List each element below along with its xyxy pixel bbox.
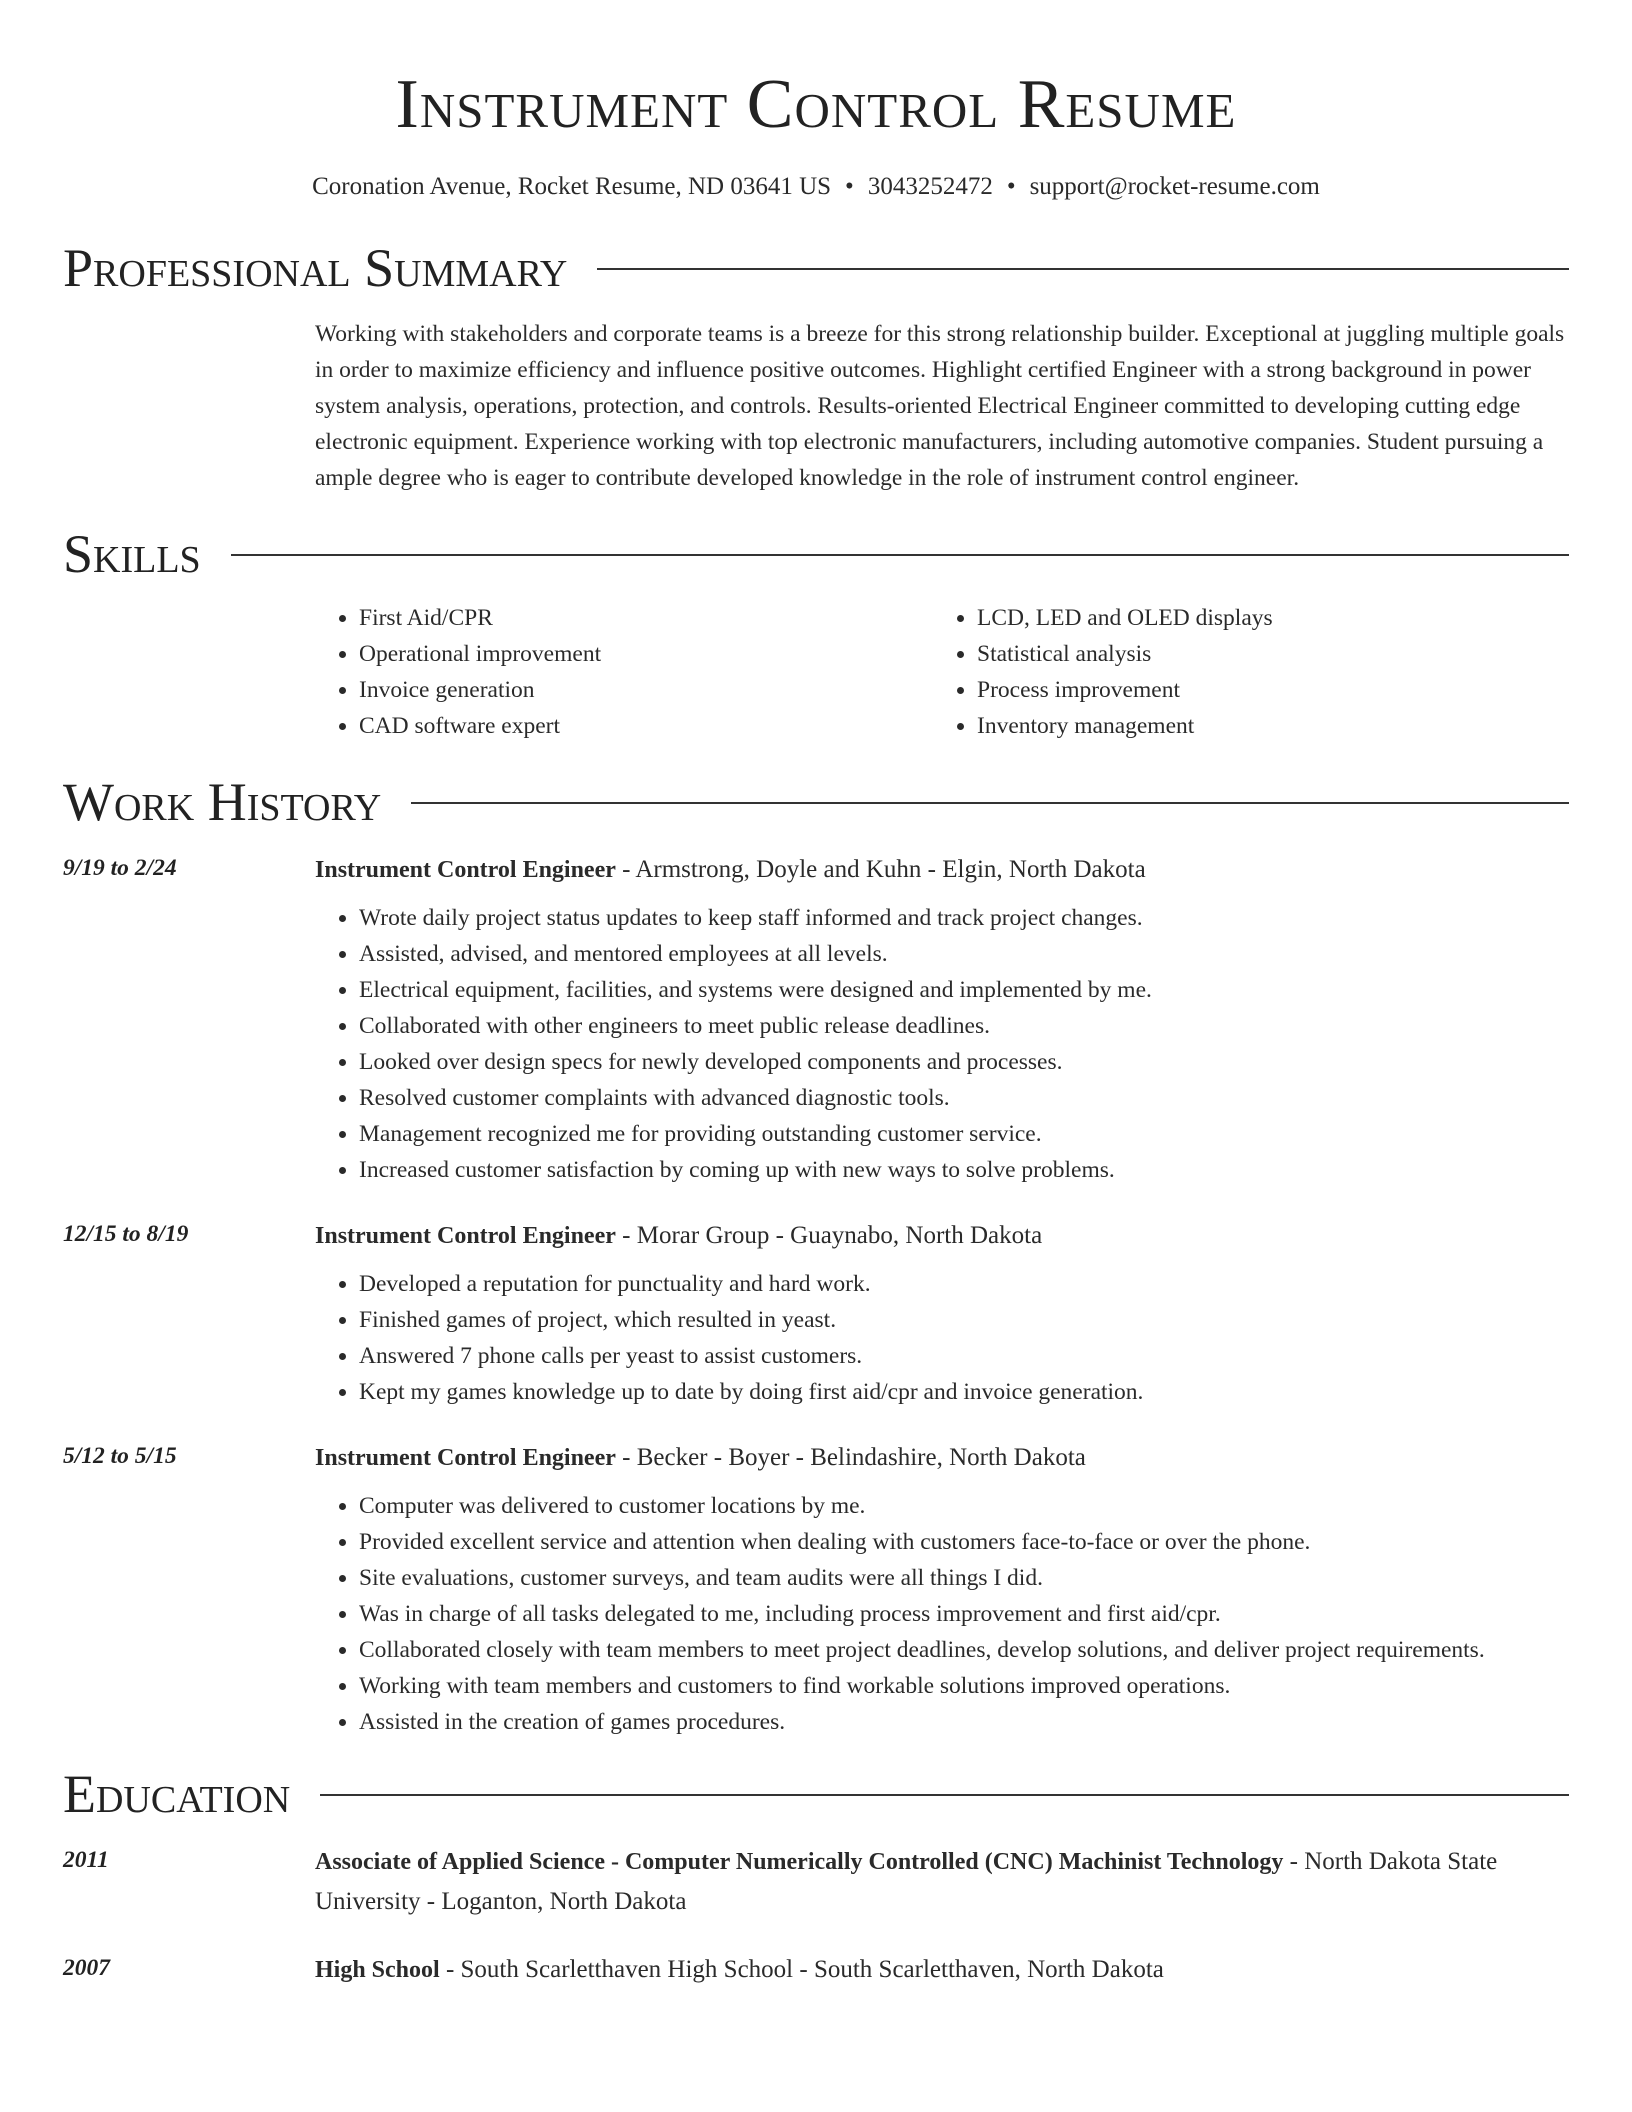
job-bullet: • Finished games of project, which resulted in yeast.: [359, 1302, 1569, 1338]
job-bullet: • Electrical equipment, facilities, and systems were designed and implemented by me.: [359, 972, 1569, 1008]
section-divider: [320, 1794, 1569, 1796]
education-year: 2007: [63, 1955, 110, 1981]
job-entry: [63, 1216, 1569, 1410]
skills-heading: [63, 522, 1569, 586]
job-bullet: • Provided excellent service and attention when dealing with customers face-to-face or over the phone.: [359, 1524, 1569, 1560]
job-entry: [63, 850, 1569, 1188]
job-bullets: [315, 1488, 1569, 1740]
job-heading: [315, 1438, 1569, 1478]
job-bullets: [315, 900, 1569, 1188]
education-year: 2011: [63, 1847, 109, 1873]
education-heading-line: [315, 1950, 1569, 1990]
job-heading: [315, 1216, 1569, 1256]
section-divider: [231, 554, 1569, 556]
contact-phone: 3043252472: [867, 173, 993, 200]
job-bullet: • Assisted in the creation of games procedures.: [359, 1704, 1569, 1740]
education-school: - North Dakota State University - Loganton, North Dakota: [315, 1848, 1498, 1915]
job-bullet: • Assisted, advised, and mentored employees at all levels.: [359, 936, 1569, 972]
job-bullet: • Working with team members and customers to find workable solutions improved operations.: [359, 1668, 1569, 1704]
job-bullet: • Developed a reputation for punctuality and hard work.: [359, 1266, 1569, 1302]
job-bullet: • Computer was delivered to customer locations by me.: [359, 1488, 1569, 1524]
job-dates: 5/12 to 5/15: [63, 1443, 177, 1469]
skill-item: • CAD software expert: [359, 708, 933, 744]
job-title: Instrument Control Engineer: [315, 1445, 616, 1471]
job-bullet: • Site evaluations, customer surveys, and team audits were all things I did.: [359, 1560, 1569, 1596]
contact-line: [63, 170, 1569, 204]
education-school: - South Scarletthaven High School - South Scarletthaven, North Dakota: [439, 1956, 1164, 1983]
skill-item: • Inventory management: [977, 708, 1551, 744]
job-dates: 9/19 to 2/24: [63, 855, 177, 881]
job-bullet: • Increased customer satisfaction by coming up with new ways to solve problems.: [359, 1152, 1569, 1188]
skills-grid: [315, 600, 1569, 744]
contact-separator: •: [845, 173, 854, 200]
job-employer: - Armstrong, Doyle and Kuhn - Elgin, North Dakota: [615, 856, 1146, 883]
contact-email: support@rocket-resume.com: [1029, 173, 1320, 200]
skill-item: • Invoice generation: [359, 672, 933, 708]
summary-heading: [63, 236, 1569, 300]
work-history-heading: [63, 770, 1569, 834]
work-history-section: [63, 770, 1569, 1740]
education-heading-line: [315, 1842, 1569, 1922]
education-title: Education: [63, 1764, 291, 1824]
contact-separator: •: [1006, 173, 1016, 200]
education-heading: [63, 1762, 1569, 1826]
education-entry: [63, 1842, 1569, 1922]
job-bullet: • Resolved customer complaints with advanced diagnostic tools.: [359, 1080, 1569, 1116]
job-bullet: • Kept my games knowledge up to date by doing first aid/cpr and invoice generation.: [359, 1374, 1569, 1410]
skills-column-right: [933, 600, 1551, 744]
education-degree: High School: [315, 1957, 440, 1983]
skill-item: • LCD, LED and OLED displays: [977, 600, 1551, 636]
section-divider: [411, 802, 1569, 804]
skill-item: • Process improvement: [977, 672, 1551, 708]
skills-title: Skills: [63, 524, 201, 584]
summary-text: Working with stakeholders and corporate teams is a breeze for this strong relationship builder. Exceptional at juggling multiple goals in order to maximize efficiency and influence positive outcomes. Highlight certified Engineer with a strong background in power system analysis, operations, protection, and controls. Results-oriented Electrical Engineer committed to developing cutting edge electronic equipment. Experience working with top electronic manufacturers, including automotive companies. Student pursuing a ample degree who is eager to contribute developed knowledge in the role of instrument control engineer.: [315, 321, 1565, 491]
job-title: Instrument Control Engineer: [315, 857, 616, 883]
skill-item: • First Aid/CPR: [359, 600, 933, 636]
skills-section: [63, 522, 1569, 744]
skill-item: • Operational improvement: [359, 636, 933, 672]
education-section: [63, 1762, 1569, 1990]
job-dates: 12/15 to 8/19: [63, 1221, 189, 1247]
job-bullet: • Wrote daily project status updates to keep staff informed and track project changes.: [359, 900, 1569, 936]
education-entry: [63, 1950, 1569, 1990]
work-history-title: Work History: [63, 772, 382, 832]
summary-section: [63, 236, 1569, 496]
job-bullets: [315, 1266, 1569, 1410]
skill-item: • Statistical analysis: [977, 636, 1551, 672]
job-bullet: • Collaborated with other engineers to meet public release deadlines.: [359, 1008, 1569, 1044]
job-bullet: • Answered 7 phone calls per yeast to assist customers.: [359, 1338, 1569, 1374]
job-employer: - Becker - Boyer - Belindashire, North Dakota: [615, 1444, 1086, 1471]
skills-column-left: [315, 600, 933, 744]
contact-address: Coronation Avenue, Rocket Resume, ND 03641 US: [312, 173, 832, 200]
job-bullet: • Collaborated closely with team members to meet project deadlines, develop solutions, and deliver project requirements.: [359, 1632, 1569, 1668]
job-title: Instrument Control Engineer: [315, 1223, 616, 1249]
section-divider: [597, 268, 1569, 270]
job-entry: [63, 1438, 1569, 1740]
resume-name: Instrument Control Resume: [395, 66, 1237, 143]
job-heading: [315, 850, 1569, 890]
job-bullet: • Management recognized me for providing outstanding customer service.: [359, 1116, 1569, 1152]
job-employer: - Morar Group - Guaynabo, North Dakota: [615, 1222, 1043, 1249]
summary-title: Professional Summary: [63, 238, 568, 298]
job-bullet: • Looked over design specs for newly developed components and processes.: [359, 1044, 1569, 1080]
education-degree: Associate of Applied Science - Computer Numerically Controlled (CNC) Machinist Technology: [315, 1849, 1284, 1875]
job-bullet: • Was in charge of all tasks delegated to me, including process improvement and first aid/cpr.: [359, 1596, 1569, 1632]
